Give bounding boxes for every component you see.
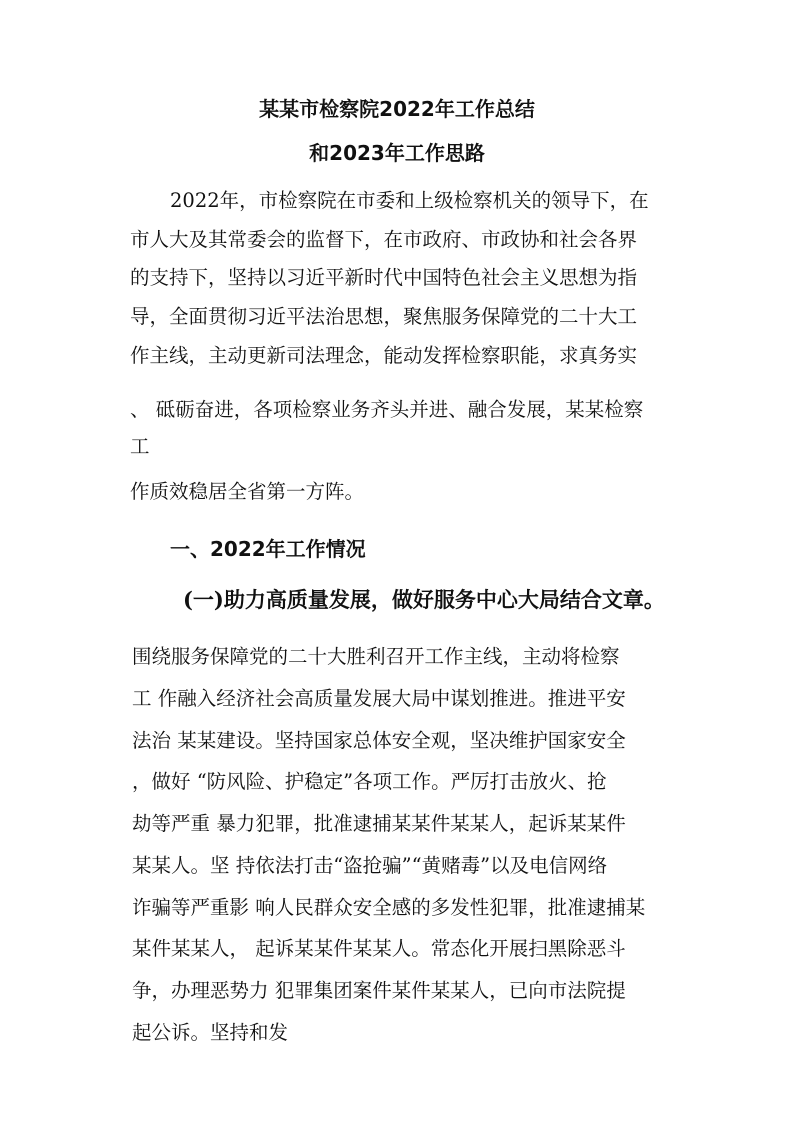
- intro-line: 、 砥砺奋进，各项检察业务齐头并进、融合发展，某某检察: [130, 398, 644, 421]
- document-title-line-1: 某某市检察院2022年工作总结: [259, 97, 535, 121]
- intro-line: 市人大及其常委会的监督下，在市政府、市政协和社会各界: [130, 228, 638, 251]
- intro-line: 2022年，市检察院在市委和上级检察机关的领导下，在: [170, 189, 649, 212]
- body-line: ，做好 “防风险、护稳定”各项工作。严厉打击放火、抢: [132, 770, 607, 793]
- intro-line: 的支持下，坚持以习近平新时代中国特色社会主义思想为指: [130, 266, 638, 289]
- section-heading: 一、2022年工作情况: [170, 537, 366, 561]
- body-line: 法治 某某建设。坚持国家总体安全观，坚决维护国家安全: [132, 729, 626, 752]
- intro-line: 导，全面贯彻习近平法治思想，聚焦服务保障党的二十大工: [130, 305, 638, 328]
- body-line: 起公诉。坚持和发: [132, 1021, 289, 1044]
- document-title-line-2: 和2023年工作思路: [309, 141, 485, 165]
- intro-line: 工: [130, 435, 150, 458]
- body-line: 争，办理恶势力 犯罪集团案件某件某某人，已向市法院提: [132, 979, 626, 1002]
- body-line: 某件某某人， 起诉某某件某某人。常态化开展扫黑除恶斗: [132, 937, 626, 960]
- subsection-heading: (一)助力高质量发展，做好服务中心大局结合文章。: [183, 587, 665, 612]
- intro-line: 作质效稳居全省第一方阵。: [130, 480, 365, 503]
- intro-line: 作主线，主动更新司法理念，能动发挥检察职能，求真务实: [130, 344, 638, 367]
- body-line: 诈骗等严重影 响人民群众安全感的多发性犯罪，批准逮捕某: [132, 896, 646, 919]
- body-line: 劫等严重 暴力犯罪，批准逮捕某某件某某人，起诉某某件: [132, 812, 626, 835]
- body-line: 围绕服务保障党的二十大胜利召开工作主线，主动将检察: [132, 645, 620, 668]
- body-line: 工 作融入经济社会高质量发展大局中谋划推进。推进平安: [132, 687, 626, 710]
- body-line: 某某人。坚 持依法打击“盗抢骗”“黄赌毒”以及电信网络: [132, 854, 608, 877]
